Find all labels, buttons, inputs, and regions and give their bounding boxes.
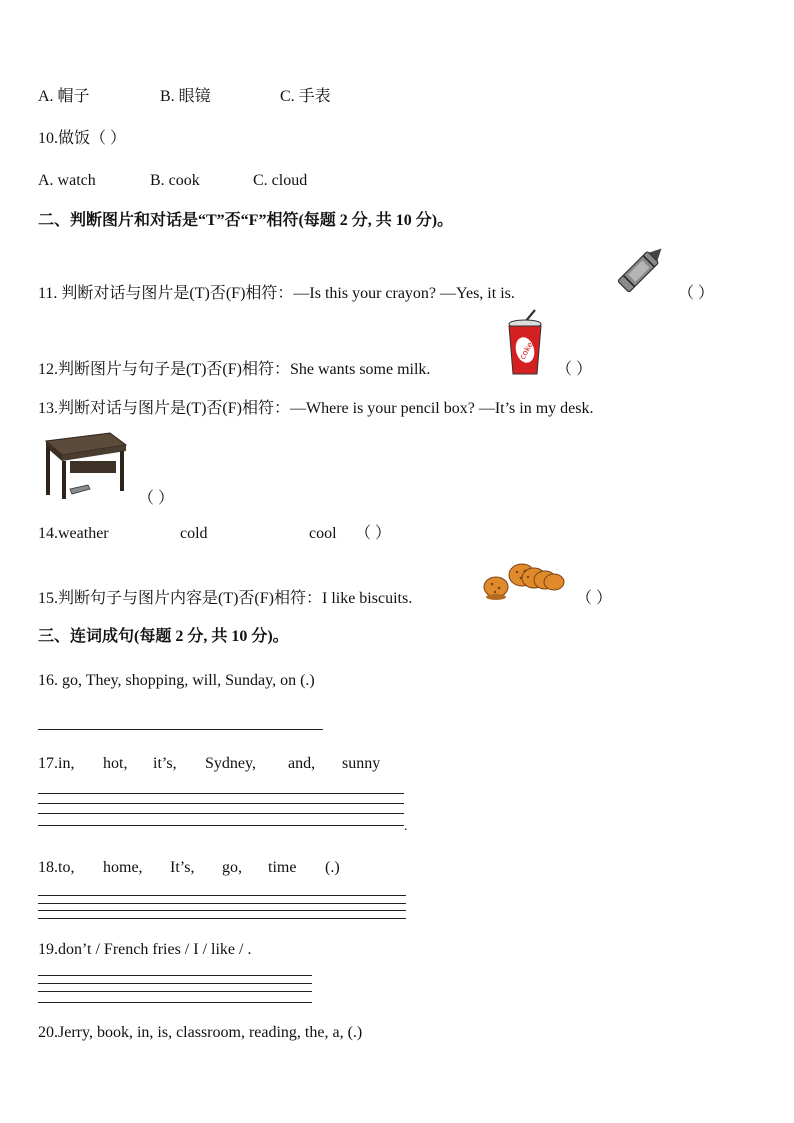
crayon-icon (612, 240, 670, 298)
q14-word-2: cold (180, 525, 208, 542)
q18-word-3: It’s, (170, 859, 195, 876)
q10-option-a: A. watch (38, 172, 96, 189)
q16-text: 16. go, They, shopping, will, Sunday, on (.) (38, 672, 315, 689)
q13-text: 13.判断对话与图片是(T)否(F)相符：—Where is your pencil box? —It’s in my desk. (38, 400, 594, 417)
q18-answer-line-3 (38, 910, 406, 911)
q18-word-2: home, (103, 859, 143, 876)
q14-word-1: 14.weather (38, 525, 109, 542)
q19-answer-line-4 (38, 1002, 312, 1003)
q9-option-b: B. 眼镜 (160, 88, 211, 105)
q19-answer-line-3 (38, 991, 312, 992)
q18-answer-line-2 (38, 903, 406, 904)
q18-word-1: 18.to, (38, 859, 75, 876)
q12-text: 12.判断图片与句子是(T)否(F)相符：She wants some milk. (38, 361, 431, 378)
q18-answer-line-4 (38, 918, 406, 919)
q17-word-5: and, (288, 755, 316, 772)
q10-option-c: C. cloud (253, 172, 308, 189)
q17-answer-line-3 (38, 813, 404, 814)
q17-answer-line-4 (38, 825, 404, 826)
q19-text: 19.don’t / French fries / I / like / . (38, 941, 252, 958)
q10-stem: 10.做饭（ ） (38, 130, 127, 147)
q17-answer-line-2 (38, 803, 404, 804)
q19-answer-line-2 (38, 983, 312, 984)
q17-period: . (404, 819, 408, 834)
q14-word-3: cool (309, 525, 337, 542)
q17-word-2: hot, (103, 755, 128, 772)
q17-answer-line-1 (38, 793, 404, 794)
coke-cup-icon (505, 310, 545, 378)
section-3-heading: 三、连词成句(每题 2 分, 共 10 分)。 (38, 628, 289, 645)
section-2-heading: 二、判断图片和对话是“T”否“F”相符(每题 2 分, 共 10 分)。 (38, 212, 454, 229)
q18-word-5: time (268, 859, 297, 876)
q18-word-4: go, (222, 859, 242, 876)
q9-option-a: A. 帽子 (38, 88, 90, 105)
q17-word-4: Sydney, (205, 755, 256, 772)
q11-answer-paren: （ ） (678, 285, 715, 302)
desk-image (40, 431, 130, 501)
q19-answer-line-1 (38, 975, 312, 976)
q15-answer-paren: （ ） (576, 590, 613, 607)
q13-answer-paren: （ ） (138, 490, 175, 507)
q14-answer-paren: （ ） (355, 525, 392, 542)
q10-option-b: B. cook (150, 172, 200, 189)
q15-text: 15.判断句子与图片内容是(T)否(F)相符：I like biscuits. (38, 590, 413, 607)
q17-word-6: sunny (342, 755, 381, 772)
q11-text: 11. 判断对话与图片是(T)否(F)相符：—Is this your crayon? —Yes, it is. (38, 285, 515, 302)
coke-label: coke (517, 340, 535, 362)
q12-answer-paren: （ ） (556, 361, 593, 378)
q17-word-3: it’s, (153, 755, 177, 772)
q9-option-c: C. 手表 (280, 88, 331, 105)
q16-answer-line (38, 729, 323, 730)
q20-text: 20.Jerry, book, in, is, classroom, reading, the, a, (.) (38, 1024, 363, 1041)
q17-word-1: 17.in, (38, 755, 75, 772)
q18-answer-line-1 (38, 895, 406, 896)
biscuits-image (482, 561, 566, 605)
q18-word-6: (.) (325, 859, 340, 876)
